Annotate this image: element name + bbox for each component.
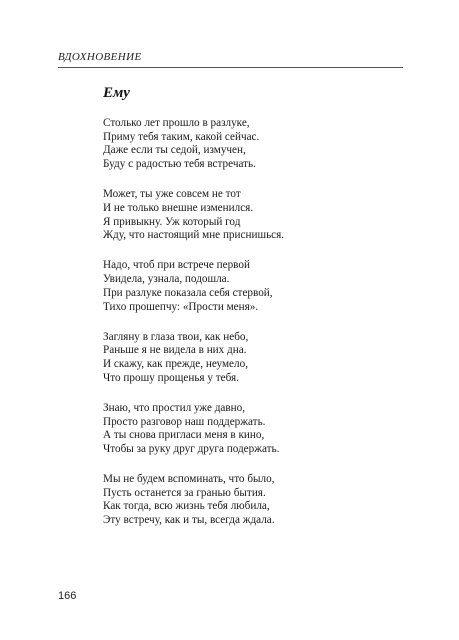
poem-line: Жду, что настоящий мне приснишься. xyxy=(103,229,285,242)
stanza xyxy=(103,402,403,457)
poem-line: Раньше я не видела в них дна. xyxy=(103,344,247,357)
page-number: 166 xyxy=(58,590,77,602)
poem-line: Приму тебя таким, какой сейчас. xyxy=(103,130,260,143)
poem-line: Знаю, что простил уже давно, xyxy=(103,401,246,414)
poem-line: Даже если ты седой, измучен, xyxy=(103,144,246,157)
poem-line: Что прошу прощенья у тебя. xyxy=(103,371,239,384)
poem-line: Пусть останется за гранью бытия. xyxy=(103,486,266,499)
poem-line: Тихо прошепчу: «Прости меня». xyxy=(103,300,259,313)
stanza xyxy=(103,473,403,528)
poem-line: И не только внешне изменился. xyxy=(103,201,254,214)
poem-line: Загляну в глаза твои, как небо, xyxy=(103,330,249,343)
poem-title: Ему xyxy=(103,85,130,101)
header-rule xyxy=(58,67,403,68)
poem-line: А ты снова пригласи меня в кино, xyxy=(103,429,265,442)
poem-line: Может, ты уже совсем не тот xyxy=(103,188,241,201)
stanza xyxy=(103,259,403,314)
poem-line: Мы не будем вспоминать, что было, xyxy=(103,473,275,486)
poem-line: Просто разговор наш поддержать. xyxy=(103,415,266,428)
poem-line: И скажу, как прежде, неумело, xyxy=(103,358,248,371)
poem-line: Чтобы за руку друг друга подержать. xyxy=(103,442,280,455)
poem-line: При разлуке показала себя стервой, xyxy=(103,286,273,299)
poem-line: Столько лет прошло в разлуке, xyxy=(103,117,250,129)
running-head: ВДОХНОВЕНИЕ xyxy=(58,51,142,63)
poem-line: Эту встречу, как и ты, всегда ждала. xyxy=(103,514,275,527)
stanza xyxy=(103,188,403,243)
stanza xyxy=(103,117,403,172)
poem-body xyxy=(103,117,403,544)
poem-line: Я привыкну. Уж который год xyxy=(103,215,241,228)
poem-line: Увидела, узнала, подошла. xyxy=(103,273,230,286)
poem-line: Как тогда, всю жизнь тебя любила, xyxy=(103,500,270,513)
poem-line: Буду с радостью тебя встречать. xyxy=(103,158,256,171)
poem-line: Надо, чтоб при встрече первой xyxy=(103,259,250,272)
stanza xyxy=(103,331,403,386)
